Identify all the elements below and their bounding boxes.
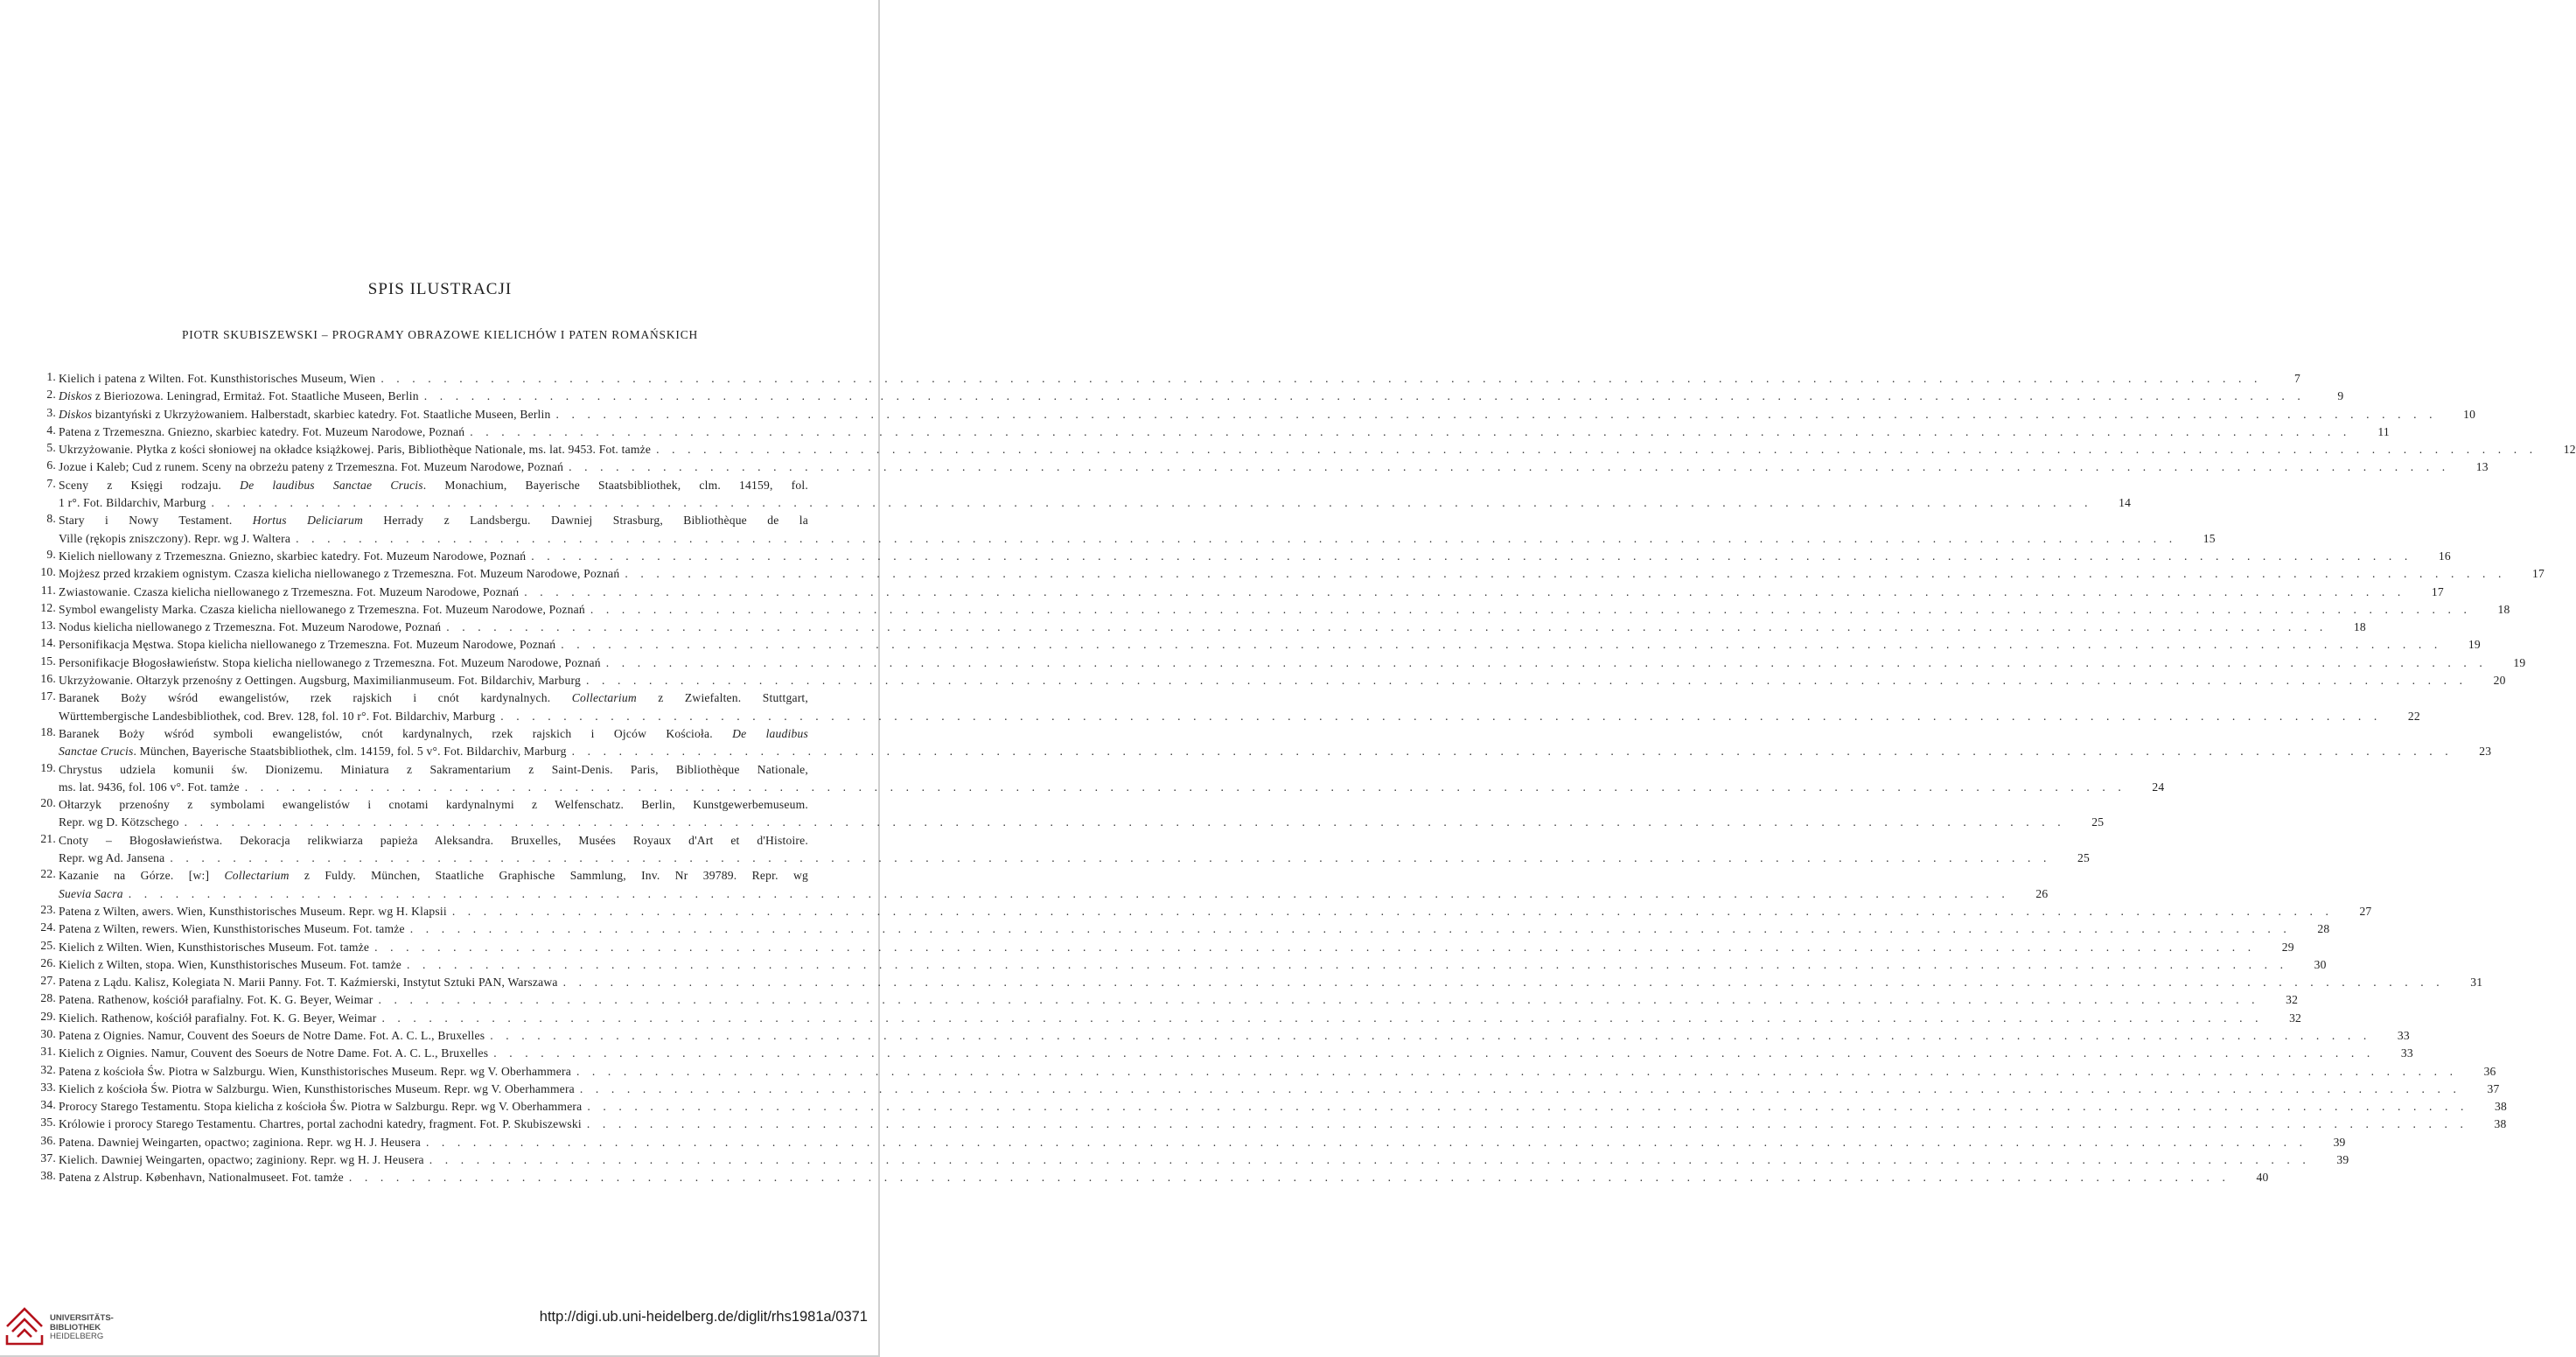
- entry-last-line: [59, 974, 2483, 991]
- entry-body: [59, 956, 2327, 974]
- dot-leader: . . . . . . . . . . . . . . . . . . . . . . . . . . . . . . . . . . . . . . . . . . . . . . . . . . . . . . . . . . . . . . . . . . . . . . . . . . . . . . . . . . . . . . . . . . . . . . . . . . . . . . . . . . . . . . . . . . . . . . . .: [425, 1135, 2307, 1149]
- entry-last-line: [59, 850, 2091, 867]
- entry-text-line: Kielich i patena z Wilten. Fot. Kunsthistorisches Museum, Wien: [59, 372, 376, 385]
- page-number: 32: [2289, 1011, 2302, 1025]
- entry-body: [59, 477, 2132, 513]
- entry-text-line: Symbol ewangelisty Marka. Czasza kielicha niellowanego z Trzemeszna. Fot. Muzeum Narodowe, Poznań: [59, 602, 585, 616]
- entry-number: 35.: [40, 1116, 56, 1130]
- list-entry: [21, 955, 2327, 974]
- library-name-line-2: BIBLIOTHEK: [50, 1322, 101, 1333]
- entry-last-line: [59, 654, 2526, 672]
- entry-number: 11.: [40, 583, 56, 597]
- page-number: 17: [2532, 567, 2545, 581]
- entry-last-line: [59, 779, 2165, 796]
- entry-last-line: [59, 1081, 2500, 1098]
- entry-text-line: Ukrzyżowanie. Płytka z kości słoniowej na okładce książkowej. Paris, Bibliothèque Nationale, ms. lat. 9453. Fot. tamże: [59, 443, 652, 457]
- page-number: 12: [2563, 443, 2576, 457]
- entry-number: 13.: [40, 619, 56, 633]
- page-number: 31: [2470, 976, 2483, 990]
- illustration-list: [21, 370, 2576, 1187]
- entry-number: 32.: [40, 1062, 56, 1076]
- entry-number: 24.: [40, 920, 56, 934]
- dot-leader: . . . . . . . . . . . . . . . . . . . . . . . . . . . . . . . . . . . . . . . . . . . . . . . . . . . . . . . . . . . . . . . . . . . . . . . . . . . . . . . . . . . . . . . . . . . . . . . . . . . . . . . . . . . . . . . . . . . . . . . .: [429, 1153, 2311, 1167]
- list-entry: [21, 600, 2510, 619]
- entry-text-line: Kielich niellowany z Trzemeszna. Gniezno, skarbiec katedry. Fot. Muzeum Narodowe, Poznań: [59, 549, 527, 563]
- list-entry: [21, 1009, 2302, 1027]
- entry-number: 27.: [40, 974, 56, 988]
- page-title: SPIS ILUSTRACJI: [367, 280, 513, 298]
- entry-body: [59, 584, 2444, 601]
- entry-text-line: Patena z kościoła Św. Piotra w Salzburgu. Wien, Kunsthistorisches Museum. Repr. wg V. Oberhammera: [59, 1064, 571, 1078]
- dot-leader: . . . . . . . . . . . . . . . . . . . . . . . . . . . . . . . . . . . . . . . . . . . . . . . . . . . . . . . . . . . . . . . . . . . . . . . . . . . . . . . . . . . . . . . . . . . . . . . . . . . . . . . . . . . . . . . . . . . . . . . .: [407, 957, 2288, 971]
- page-number: 25: [2077, 851, 2091, 865]
- entry-last-line: [59, 441, 2576, 458]
- entry-number: 33.: [40, 1080, 56, 1094]
- entry-number: 3.: [46, 405, 56, 419]
- page-number: 19: [2513, 655, 2526, 669]
- entry-text-line: Patena z Lądu. Kalisz, Kolegiata N. Marii Panny. Fot. T. Kaźmierski, Instytut Sztuki PAN, Warszawa: [59, 976, 558, 990]
- page-number: 7: [2293, 372, 2300, 385]
- entry-body: [59, 458, 2489, 476]
- list-entry: [21, 974, 2483, 991]
- entry-body: [59, 1169, 2269, 1186]
- entry-body: [59, 601, 2510, 619]
- entry-text-line: Kielich. Dawniej Weingarten, opactwo; zaginiony. Repr. wg H. J. Heusera: [59, 1153, 424, 1167]
- list-entry: [21, 867, 2049, 903]
- dot-leader: . . . . . . . . . . . . . . . . . . . . . . . . . . . . . . . . . . . . . . . . . . . . . . . . . . . . . . . . . . . . . . . . . . . . . . . . . . . . . . . . . . . . . . . . . . . . . . . . . . . . . . . . . . . . . . . . . . . . . . . .: [378, 993, 2260, 1007]
- entry-text-line: Stary i Nowy Testament. Hortus Deliciarum Herrady z Landsbergu. Dawniej Strasburg, Bibliothèque de la: [59, 514, 808, 528]
- dot-leader: . . . . . . . . . . . . . . . . . . . . . . . . . . . . . . . . . . . . . . . . . . . . . . . . . . . . . . . . . . . . . . . . . . . . . . . . . . . . . . . . . . . . . . . . . . . . . . . . . . . . . . . . . . . . . . . . . . . . . . . .: [625, 567, 2507, 581]
- page-number: 32: [2286, 993, 2299, 1007]
- entry-last-line: [59, 672, 2506, 689]
- entry-number: 25.: [40, 938, 56, 952]
- list-entry: [21, 619, 2366, 636]
- entry-body: [59, 654, 2526, 672]
- dot-leader: . . . . . . . . . . . . . . . . . . . . . . . . . . . . . . . . . . . . . . . . . . . . . . . . . . . . . . . . . . . . . . . . . . . . . . . . . . . . . . . . . . . . . . . . . . . . . . . . . . . . . . . . . . . . . . . . . . . . . . . .: [446, 620, 2328, 634]
- entry-last-line: [59, 1098, 2508, 1116]
- entry-text-line: ms. lat. 9436, fol. 106 v°. Fot. tamże: [59, 780, 240, 794]
- entry-number: 16.: [40, 672, 56, 686]
- entry-last-line: [59, 814, 2105, 831]
- page-number: 19: [2468, 638, 2481, 652]
- page-number: 28: [2317, 922, 2330, 936]
- library-name-line-3: HEIDELBERG: [50, 1332, 104, 1341]
- dot-leader: . . . . . . . . . . . . . . . . . . . . . . . . . . . . . . . . . . . . . . . . . . . . . . . . . . . . . . . . . . . . . . . . . . . . . . . . . . . . . . . . . . . . . . . . . . . . . . . . . . . . . . . . . . . . . . . . . . . . . . . .: [590, 602, 2472, 616]
- dot-leader: . . . . . . . . . . . . . . . . . . . . . . . . . . . . . . . . . . . . . . . . . . . . . . . . . . . . . . . . . . . . . . . . . . . . . . . . . . . . . . . . . . . . . . . . . . . . . . . . . . . . . . . . . . . . . . . . . . . . . . . .: [524, 584, 2405, 598]
- page-number: 29: [2281, 940, 2294, 954]
- list-entry: [21, 689, 2420, 725]
- page-number: 27: [2359, 904, 2372, 918]
- entry-last-line: [59, 1027, 2410, 1045]
- entry-text-line: Kielich z kościoła Św. Piotra w Salzburgu. Wien, Kunsthistorisches Museum. Repr. wg V. Oberhammera: [59, 1081, 575, 1095]
- entry-body: [59, 1134, 2346, 1151]
- page-number: 22: [2407, 709, 2420, 723]
- entry-number: 10.: [40, 565, 56, 579]
- entry-number: 19.: [40, 760, 56, 774]
- entry-text-line: Personifikacje Błogosławieństw. Stopa kielicha niellowanego z Trzemeszna. Fot. Muzeum Narodowe, Poznań: [59, 655, 601, 669]
- page-number: 26: [2035, 886, 2049, 900]
- dot-leader: . . . . . . . . . . . . . . . . . . . . . . . . . . . . . . . . . . . . . . . . . . . . . . . . . . . . . . . . . . . . . . . . . . . . . . . . . . . . . . . . . . . . . . . . . . . . . . . . . . . . . . . . . . . . . . . . . . . . . . . .: [374, 940, 2256, 954]
- entry-text-line: Ville (rękopis zniszczony). Repr. wg J. Waltera: [59, 531, 291, 545]
- entry-text-line: Patena z Trzemeszna. Gniezno, skarbiec katedry. Fot. Muzeum Narodowe, Poznań: [59, 424, 465, 438]
- page-number: 20: [2493, 674, 2506, 688]
- entry-number: 14.: [40, 636, 56, 650]
- dot-leader: . . . . . . . . . . . . . . . . . . . . . . . . . . . . . . . . . . . . . . . . . . . . . . . . . . . . . . . . . . . . . . . . . . . . . . . . . . . . . . . . . . . . . . . . . . . . . . . . . . . . . . . . . . . . . . . . . . . . . . . .: [451, 904, 2334, 918]
- entry-last-line: [59, 494, 2132, 512]
- entry-last-line: [59, 743, 2492, 760]
- list-entry: [21, 423, 2390, 441]
- dot-leader: . . . . . . . . . . . . . . . . . . . . . . . . . . . . . . . . . . . . . . . . . . . . . . . . . . . . . . . . . . . . . . . . . . . . . . . . . . . . . . . . . . . . . . . . . . . . . . . . . . . . . . . . . . . . . . . . . . . . . . . .: [184, 815, 2066, 829]
- entry-last-line: [59, 885, 2049, 903]
- dot-leader: . . . . . . . . . . . . . . . . . . . . . . . . . . . . . . . . . . . . . . . . . . . . . . . . . . . . . . . . . . . . . . . . . . . . . . . . . . . . . . . . . . . . . . . . . . . . . . . . . . . . . . . . . . . . . . . . . . . . . . . .: [531, 549, 2412, 563]
- dot-leader: . . . . . . . . . . . . . . . . . . . . . . . . . . . . . . . . . . . . . . . . . . . . . . . . . . . . . . . . . . . . . . . . . . . . . . . . . . . . . . . . . . . . . . . . . . . . . . . . . . . . . . . . . . . . . . . . . . . . . . . .: [348, 1171, 2230, 1185]
- dot-leader: . . . . . . . . . . . . . . . . . . . . . . . . . . . . . . . . . . . . . . . . . . . . . . . . . . . . . . . . . . . . . . . . . . . . . . . . . . . . . . . . . . . . . . . . . . . . . . . . . . . . . . . . . . . . . . . . . . . . . . . .: [576, 1064, 2458, 1078]
- list-entry: [21, 902, 2372, 920]
- entry-text-line: Repr. wg Ad. Jansena: [59, 851, 165, 865]
- entry-number: 12.: [40, 600, 56, 614]
- entry-body: [59, 761, 2165, 797]
- page-number: 33: [2400, 1046, 2413, 1060]
- dot-leader: . . . . . . . . . . . . . . . . . . . . . . . . . . . . . . . . . . . . . . . . . . . . . . . . . . . . . . . . . . . . . . . . . . . . . . . . . . . . . . . . . . . . . . . . . . . . . . . . . . . . . . . . . . . . . . . . . . . . . . . .: [605, 655, 2488, 669]
- entry-body: [59, 1098, 2508, 1116]
- library-name-line-1: UNIVERSITÄTS-: [50, 1313, 114, 1323]
- entry-text-line: Kazanie na Górze. [w:] Collectarium z Fuldy. München, Staatliche Graphische Sammlung, Inv. Nr 39789. Repr. wg: [59, 869, 808, 883]
- list-entry: [21, 512, 2216, 548]
- entry-number: 1.: [46, 370, 56, 383]
- entry-last-line: [59, 619, 2366, 636]
- entry-body: [59, 796, 2105, 832]
- entry-last-line: [59, 1010, 2302, 1027]
- entry-number: 37.: [40, 1151, 56, 1165]
- entry-text-line: Patena z Wilten, rewers. Wien, Kunsthistorisches Museum. Fot. tamże: [59, 922, 405, 936]
- list-entry: [21, 1080, 2500, 1098]
- list-entry: [21, 831, 2091, 868]
- entry-body: [59, 939, 2294, 956]
- entry-last-line: [59, 939, 2294, 956]
- entry-text-line: Baranek Boży wśród symboli ewangelistów, cnót kardynalnych, rzek rajskich i Ojców Kościoła. De laudibus: [59, 726, 808, 740]
- entry-last-line: [59, 530, 2216, 548]
- page-number: 40: [2256, 1171, 2269, 1185]
- entry-last-line: [59, 458, 2489, 476]
- page-number: 33: [2397, 1028, 2410, 1042]
- dot-leader: . . . . . . . . . . . . . . . . . . . . . . . . . . . . . . . . . . . . . . . . . . . . . . . . . . . . . . . . . . . . . . . . . . . . . . . . . . . . . . . . . . . . . . . . . . . . . . . . . . . . . . . . . . . . . . . . . . . . . . . .: [562, 976, 2445, 990]
- page-number: 24: [2152, 780, 2165, 794]
- entry-body: [59, 565, 2545, 583]
- list-entry: [21, 458, 2489, 476]
- page-number: 9: [2337, 389, 2344, 403]
- entry-last-line: [59, 636, 2481, 654]
- entry-text-line: Ukrzyżowanie. Ołtarzyk przenośny z Oettingen. Augsburg, Maximilianmuseum. Fot. Bildarchiv, Marburg: [59, 674, 581, 688]
- list-entry: [21, 1151, 2349, 1169]
- entry-text-line: 1 r°. Fot. Bildarchiv, Marburg: [59, 496, 206, 510]
- entry-number: 28.: [40, 991, 56, 1005]
- entry-last-line: [59, 548, 2451, 565]
- page-number: 16: [2438, 549, 2451, 563]
- dot-leader: . . . . . . . . . . . . . . . . . . . . . . . . . . . . . . . . . . . . . . . . . . . . . . . . . . . . . . . . . . . . . . . . . . . . . . . . . . . . . . . . . . . . . . . . . . . . . . . . . . . . . . . . . . . . . . . . . . . . . . . .: [586, 1117, 2468, 1131]
- entry-last-line: [59, 920, 2330, 938]
- page-number: 11: [2377, 424, 2390, 438]
- entry-body: [59, 991, 2299, 1009]
- entry-number: 38.: [40, 1169, 56, 1183]
- entry-body: [59, 406, 2476, 423]
- entry-last-line: [59, 991, 2299, 1009]
- entry-number: 26.: [40, 955, 56, 969]
- entry-body: [59, 689, 2420, 725]
- entry-number: 7.: [46, 476, 56, 490]
- entry-body: [59, 388, 2344, 405]
- entry-text-line: Patena. Dawniej Weingarten, opactwo; zaginiona. Repr. wg H. J. Heusera: [59, 1135, 421, 1149]
- entry-number: 34.: [40, 1098, 56, 1112]
- page-number: 30: [2314, 957, 2327, 971]
- entry-last-line: [59, 1151, 2349, 1169]
- entry-last-line: [59, 1169, 2269, 1186]
- entry-body: [59, 1116, 2507, 1133]
- entry-body: [59, 903, 2372, 920]
- page-number: 37: [2487, 1081, 2500, 1095]
- entry-last-line: [59, 1134, 2346, 1151]
- entry-text-line: Württembergische Landesbibliothek, cod. Brev. 128, fol. 10 r°. Fot. Bildarchiv, Marburg: [59, 709, 496, 723]
- entry-text-line: Chrystus udziela komunii św. Dionizemu. Miniatura z Sakramentarium z Saint-Denis. Paris, Bibliothèque Nationale,: [59, 762, 808, 776]
- dot-leader: . . . . . . . . . . . . . . . . . . . . . . . . . . . . . . . . . . . . . . . . . . . . . . . . . . . . . . . . . . . . . . . . . . . . . . . . . . . . . . . . . . . . . . . . . . . . . . . . . . . . . . . . . . . . . . . . . . . . . . . .: [409, 922, 2292, 936]
- entry-body: [59, 548, 2451, 565]
- entry-number: 22.: [40, 867, 56, 881]
- university-library-logo-icon: [5, 1307, 44, 1346]
- entry-number: 21.: [40, 831, 56, 845]
- dot-leader: . . . . . . . . . . . . . . . . . . . . . . . . . . . . . . . . . . . . . . . . . . . . . . . . . . . . . . . . . . . . . . . . . . . . . . . . . . . . . . . . . . . . . . . . . . . . . . . . . . . . . . . . . . . . . . . . . . . . . . . .: [561, 638, 2442, 652]
- entry-body: [59, 1063, 2496, 1081]
- entry-body: [59, 1010, 2302, 1027]
- entry-last-line: [59, 903, 2372, 920]
- entry-number: 36.: [40, 1133, 56, 1147]
- entry-last-line: [59, 584, 2444, 601]
- dot-leader: . . . . . . . . . . . . . . . . . . . . . . . . . . . . . . . . . . . . . . . . . . . . . . . . . . . . . . . . . . . . . . . . . . . . . . . . . . . . . . . . . . . . . . . . . . . . . . . . . . . . . . . . . . . . . . . . . . . . . . . .: [128, 886, 2010, 900]
- entry-last-line: [59, 406, 2476, 423]
- entry-body: [59, 636, 2481, 654]
- page-number: 10: [2463, 407, 2476, 421]
- entry-text-line: Patena z Wilten, awers. Wien, Kunsthistorisches Museum. Repr. wg H. Klapsii: [59, 904, 447, 918]
- page-number: 13: [2475, 460, 2489, 474]
- page-number: 38: [2495, 1100, 2508, 1114]
- dot-leader: . . . . . . . . . . . . . . . . . . . . . . . . . . . . . . . . . . . . . . . . . . . . . . . . . . . . . . . . . . . . . . . . . . . . . . . . . . . . . . . . . . . . . . . . . . . . . . . . . . . . . . . . . . . . . . . . . . . . . . . .: [555, 407, 2438, 421]
- dot-leader: . . . . . . . . . . . . . . . . . . . . . . . . . . . . . . . . . . . . . . . . . . . . . . . . . . . . . . . . . . . . . . . . . . . . . . . . . . . . . . . . . . . . . . . . . . . . . . . . . . . . . . . . . . . . . . . . . . . . . . . .: [579, 1081, 2461, 1095]
- entry-body: [59, 1027, 2410, 1045]
- entry-text-line: Prorocy Starego Testamentu. Stopa kielicha z kościoła Św. Piotra w Salzburgu. Repr. wg V. Oberhammera: [59, 1100, 583, 1114]
- entry-last-line: [59, 1063, 2496, 1081]
- list-entry: [21, 1098, 2508, 1116]
- dot-leader: . . . . . . . . . . . . . . . . . . . . . . . . . . . . . . . . . . . . . . . . . . . . . . . . . . . . . . . . . . . . . . . . . . . . . . . . . . . . . . . . . . . . . . . . . . . . . . . . . . . . . . . . . . . . . . . . . . . . . . . .: [296, 531, 2177, 545]
- list-entry: [21, 370, 2300, 388]
- entry-text-line: Sanctae Crucis. München, Bayerische Staatsbibliothek, clm. 14159, fol. 5 v°. Fot. Bildarchiv, Marburg: [59, 745, 567, 759]
- list-entry: [21, 1133, 2346, 1151]
- entry-body: [59, 423, 2390, 441]
- entry-last-line: [59, 1116, 2507, 1133]
- entry-text-line: Kielich. Rathenow, kościół parafialny. Fot. K. G. Beyer, Weimar: [59, 1011, 377, 1025]
- library-name: [50, 1314, 114, 1342]
- entry-text-line: Patena. Rathenow, kościół parafialny. Fot. K. G. Beyer, Weimar: [59, 993, 373, 1007]
- page-number: 14: [2119, 496, 2132, 510]
- entry-number: 31.: [40, 1045, 56, 1059]
- entry-number: 17.: [40, 689, 56, 703]
- entry-last-line: [59, 565, 2545, 583]
- list-entry: [21, 1045, 2413, 1062]
- dot-leader: . . . . . . . . . . . . . . . . . . . . . . . . . . . . . . . . . . . . . . . . . . . . . . . . . . . . . . . . . . . . . . . . . . . . . . . . . . . . . . . . . . . . . . . . . . . . . . . . . . . . . . . . . . . . . . . . . . . . . . . .: [587, 1100, 2469, 1114]
- entry-text-line: Ołtarzyk przenośny z symbolami ewangelistów i cnotami kardynalnymi z Welfenschatz. Berlin, Kunstgewerbemuseum.: [59, 798, 808, 812]
- entry-body: [59, 1151, 2349, 1169]
- dot-leader: . . . . . . . . . . . . . . . . . . . . . . . . . . . . . . . . . . . . . . . . . . . . . . . . . . . . . . . . . . . . . . . . . . . . . . . . . . . . . . . . . . . . . . . . . . . . . . . . . . . . . . . . . . . . . . . . . . . . . . . .: [470, 424, 2351, 438]
- dot-leader: . . . . . . . . . . . . . . . . . . . . . . . . . . . . . . . . . . . . . . . . . . . . . . . . . . . . . . . . . . . . . . . . . . . . . . . . . . . . . . . . . . . . . . . . . . . . . . . . . . . . . . . . . . . . . . . . . . . . . . . .: [211, 496, 2093, 510]
- entry-number: 29.: [40, 1009, 56, 1023]
- entry-number: 20.: [40, 796, 56, 810]
- entry-text-line: Zwiastowanie. Czasza kielicha niellowanego z Trzemeszna. Fot. Muzeum Narodowe, Poznań: [59, 584, 520, 598]
- list-entry: [21, 441, 2576, 458]
- entry-body: [59, 725, 2492, 761]
- entry-text-line: Jozue i Kaleb; Cud z runem. Sceny na obrzeżu pateny z Trzemeszna. Fot. Muzeum Narodowe, Poznań: [59, 460, 564, 474]
- entry-text-line: Patena z Oignies. Namur, Couvent des Soeurs de Notre Dame. Fot. A. C. L., Bruxelles: [59, 1028, 485, 1042]
- entry-number: 5.: [46, 441, 56, 455]
- entry-number: 15.: [40, 654, 56, 668]
- dot-leader: . . . . . . . . . . . . . . . . . . . . . . . . . . . . . . . . . . . . . . . . . . . . . . . . . . . . . . . . . . . . . . . . . . . . . . . . . . . . . . . . . . . . . . . . . . . . . . . . . . . . . . . . . . . . . . . . . . . . . . . .: [423, 389, 2306, 403]
- entry-text-line: Diskos bizantyński z Ukrzyżowaniem. Halberstadt, skarbiec katedry. Fot. Staatliche Museen, Berlin: [59, 407, 551, 421]
- entry-text-line: Cnoty – Błogosławieństwa. Dekoracja relikwiarza papieża Aleksandra. Bruxelles, Musées Royaux d'Art et d'Histoire.: [59, 833, 808, 847]
- list-entry: [21, 565, 2545, 583]
- entry-body: [59, 512, 2216, 548]
- dot-leader: . . . . . . . . . . . . . . . . . . . . . . . . . . . . . . . . . . . . . . . . . . . . . . . . . . . . . . . . . . . . . . . . . . . . . . . . . . . . . . . . . . . . . . . . . . . . . . . . . . . . . . . . . . . . . . . . . . . . . . . .: [170, 851, 2052, 865]
- entry-body: [59, 619, 2366, 636]
- list-entry: [21, 547, 2451, 565]
- page-number: 39: [2336, 1153, 2349, 1167]
- page-number: 18: [2353, 620, 2366, 634]
- list-entry: [21, 388, 2344, 405]
- entry-body: [59, 920, 2330, 938]
- entry-body: [59, 1045, 2413, 1062]
- page-number: 17: [2431, 584, 2444, 598]
- dot-leader: . . . . . . . . . . . . . . . . . . . . . . . . . . . . . . . . . . . . . . . . . . . . . . . . . . . . . . . . . . . . . . . . . . . . . . . . . . . . . . . . . . . . . . . . . . . . . . . . . . . . . . . . . . . . . . . . . . . . . . . .: [244, 780, 2126, 794]
- page-number: 15: [2203, 531, 2216, 545]
- dot-leader: . . . . . . . . . . . . . . . . . . . . . . . . . . . . . . . . . . . . . . . . . . . . . . . . . . . . . . . . . . . . . . . . . . . . . . . . . . . . . . . . . . . . . . . . . . . . . . . . . . . . . . . . . . . . . . . . . . . . . . . .: [571, 745, 2454, 759]
- entry-number: 2.: [46, 388, 56, 402]
- list-entry: [21, 476, 2132, 513]
- entry-number: 30.: [40, 1026, 56, 1040]
- entry-text-line: Suevia Sacra: [59, 886, 123, 900]
- entry-body: [59, 441, 2576, 458]
- entry-text-line: Diskos z Bieriozowa. Leningrad, Ermitaż. Fot. Staatliche Museen, Berlin: [59, 389, 419, 403]
- entry-text-line: Królowie i prorocy Starego Testamentu. Chartres, portal zachodni katedry, fragment. Fot. P. Skubiszewski: [59, 1117, 582, 1131]
- entry-number: 8.: [46, 512, 56, 526]
- entry-body: [59, 974, 2483, 991]
- entry-last-line: [59, 956, 2327, 974]
- dot-leader: . . . . . . . . . . . . . . . . . . . . . . . . . . . . . . . . . . . . . . . . . . . . . . . . . . . . . . . . . . . . . . . . . . . . . . . . . . . . . . . . . . . . . . . . . . . . . . . . . . . . . . . . . . . . . . . . . . . . . . . .: [493, 1046, 2375, 1060]
- dot-leader: . . . . . . . . . . . . . . . . . . . . . . . . . . . . . . . . . . . . . . . . . . . . . . . . . . . . . . . . . . . . . . . . . . . . . . . . . . . . . . . . . . . . . . . . . . . . . . . . . . . . . . . . . . . . . . . . . . . . . . . .: [381, 1011, 2264, 1025]
- entry-last-line: [59, 601, 2510, 619]
- entry-body: [59, 832, 2091, 868]
- dot-leader: . . . . . . . . . . . . . . . . . . . . . . . . . . . . . . . . . . . . . . . . . . . . . . . . . . . . . . . . . . . . . . . . . . . . . . . . . . . . . . . . . . . . . . . . . . . . . . . . . . . . . . . . . . . . . . . . . . . . . . . .: [500, 709, 2382, 723]
- list-entry: [21, 1026, 2410, 1045]
- entry-text-line: Nodus kielicha niellowanego z Trzemeszna. Fot. Muzeum Narodowe, Poznań: [59, 620, 442, 634]
- page-number: 39: [2333, 1135, 2346, 1149]
- entry-body: [59, 672, 2506, 689]
- entry-last-line: [59, 1045, 2413, 1062]
- entry-last-line: [59, 708, 2420, 725]
- list-entry: [21, 760, 2165, 797]
- list-entry: [21, 796, 2105, 832]
- page-number: 18: [2497, 602, 2510, 616]
- list-entry: [21, 1169, 2269, 1186]
- page-number: 23: [2479, 745, 2492, 759]
- entry-last-line: [59, 370, 2300, 388]
- entry-text-line: Baranek Boży wśród ewangelistów, rzek rajskich i cnót kardynalnych. Collectarium z Zwiefalten. Stuttgart,: [59, 691, 808, 705]
- entry-body: [59, 867, 2049, 903]
- entry-text-line: Kielich z Wilten. Wien, Kunsthistorisches Museum. Fot. tamże: [59, 940, 370, 954]
- list-entry: [21, 938, 2294, 956]
- list-entry: [21, 654, 2526, 672]
- entry-number: 6.: [46, 458, 56, 472]
- entry-last-line: [59, 388, 2344, 405]
- list-entry: [21, 583, 2444, 601]
- entry-text-line: Patena z Alstrup. København, Nationalmuseet. Fot. tamże: [59, 1171, 344, 1185]
- entry-text-line: Mojżesz przed krzakiem ognistym. Czasza kielicha niellowanego z Trzemeszna. Fot. Muzeum Narodowe, Poznań: [59, 567, 620, 581]
- entry-number: 23.: [40, 902, 56, 916]
- list-entry: [21, 405, 2476, 423]
- list-entry: [21, 724, 2492, 761]
- entry-body: [59, 1081, 2500, 1098]
- entry-text-line: Kielich z Wilten, stopa. Wien, Kunsthistorisches Museum. Fot. tamże: [59, 957, 401, 971]
- entry-text-line: Kielich z Oignies. Namur, Couvent des Soeurs de Notre Dame. Fot. A. C. L., Bruxelles: [59, 1046, 489, 1060]
- list-entry: [21, 1062, 2496, 1081]
- list-entry: [21, 672, 2506, 689]
- section-subtitle: PIOTR SKUBISZEWSKI – PROGRAMY OBRAZOWE KIELICHÓW I PATEN ROMAŃSKICH: [181, 328, 699, 341]
- dot-leader: . . . . . . . . . . . . . . . . . . . . . . . . . . . . . . . . . . . . . . . . . . . . . . . . . . . . . . . . . . . . . . . . . . . . . . . . . . . . . . . . . . . . . . . . . . . . . . . . . . . . . . . . . . . . . . . . . . . . . . . .: [569, 460, 2450, 474]
- list-entry: [21, 636, 2481, 654]
- entry-text-line: Personifikacja Męstwa. Stopa kielicha niellowanego z Trzemeszna. Fot. Muzeum Narodowe, Poznań: [59, 638, 556, 652]
- entry-text-line: Repr. wg D. Kötzschego: [59, 815, 179, 829]
- dot-leader: . . . . . . . . . . . . . . . . . . . . . . . . . . . . . . . . . . . . . . . . . . . . . . . . . . . . . . . . . . . . . . . . . . . . . . . . . . . . . . . . . . . . . . . . . . . . . . . . . . . . . . . . . . . . . . . . . . . . . . . .: [585, 674, 2468, 688]
- page-number: 36: [2483, 1064, 2496, 1078]
- entry-text-line: Sceny z Księgi rodzaju. De laudibus Sanctae Crucis. Monachium, Bayerische Staatsbibliothek, clm. 14159, fol.: [59, 478, 808, 492]
- entry-number: 4.: [46, 423, 56, 437]
- page-number: 38: [2494, 1117, 2507, 1131]
- entry-number: 9.: [46, 547, 56, 561]
- entry-last-line: [59, 423, 2390, 441]
- list-entry: [21, 991, 2299, 1009]
- source-url[interactable]: http://digi.ub.uni-heidelberg.de/diglit/rhs1981a/0371: [539, 1309, 868, 1325]
- dot-leader: . . . . . . . . . . . . . . . . . . . . . . . . . . . . . . . . . . . . . . . . . . . . . . . . . . . . . . . . . . . . . . . . . . . . . . . . . . . . . . . . . . . . . . . . . . . . . . . . . . . . . . . . . . . . . . . . . . . . . . . .: [380, 372, 2262, 385]
- list-entry: [21, 1116, 2507, 1133]
- entry-body: [59, 370, 2300, 388]
- list-entry: [21, 920, 2330, 938]
- dot-leader: . . . . . . . . . . . . . . . . . . . . . . . . . . . . . . . . . . . . . . . . . . . . . . . . . . . . . . . . . . . . . . . . . . . . . . . . . . . . . . . . . . . . . . . . . . . . . . . . . . . . . . . . . . . . . . . . . . . . . . . .: [656, 443, 2538, 457]
- page-number: 25: [2091, 815, 2105, 829]
- dot-leader: . . . . . . . . . . . . . . . . . . . . . . . . . . . . . . . . . . . . . . . . . . . . . . . . . . . . . . . . . . . . . . . . . . . . . . . . . . . . . . . . . . . . . . . . . . . . . . . . . . . . . . . . . . . . . . . . . . . . . . . .: [490, 1028, 2371, 1042]
- entry-number: 18.: [40, 724, 56, 738]
